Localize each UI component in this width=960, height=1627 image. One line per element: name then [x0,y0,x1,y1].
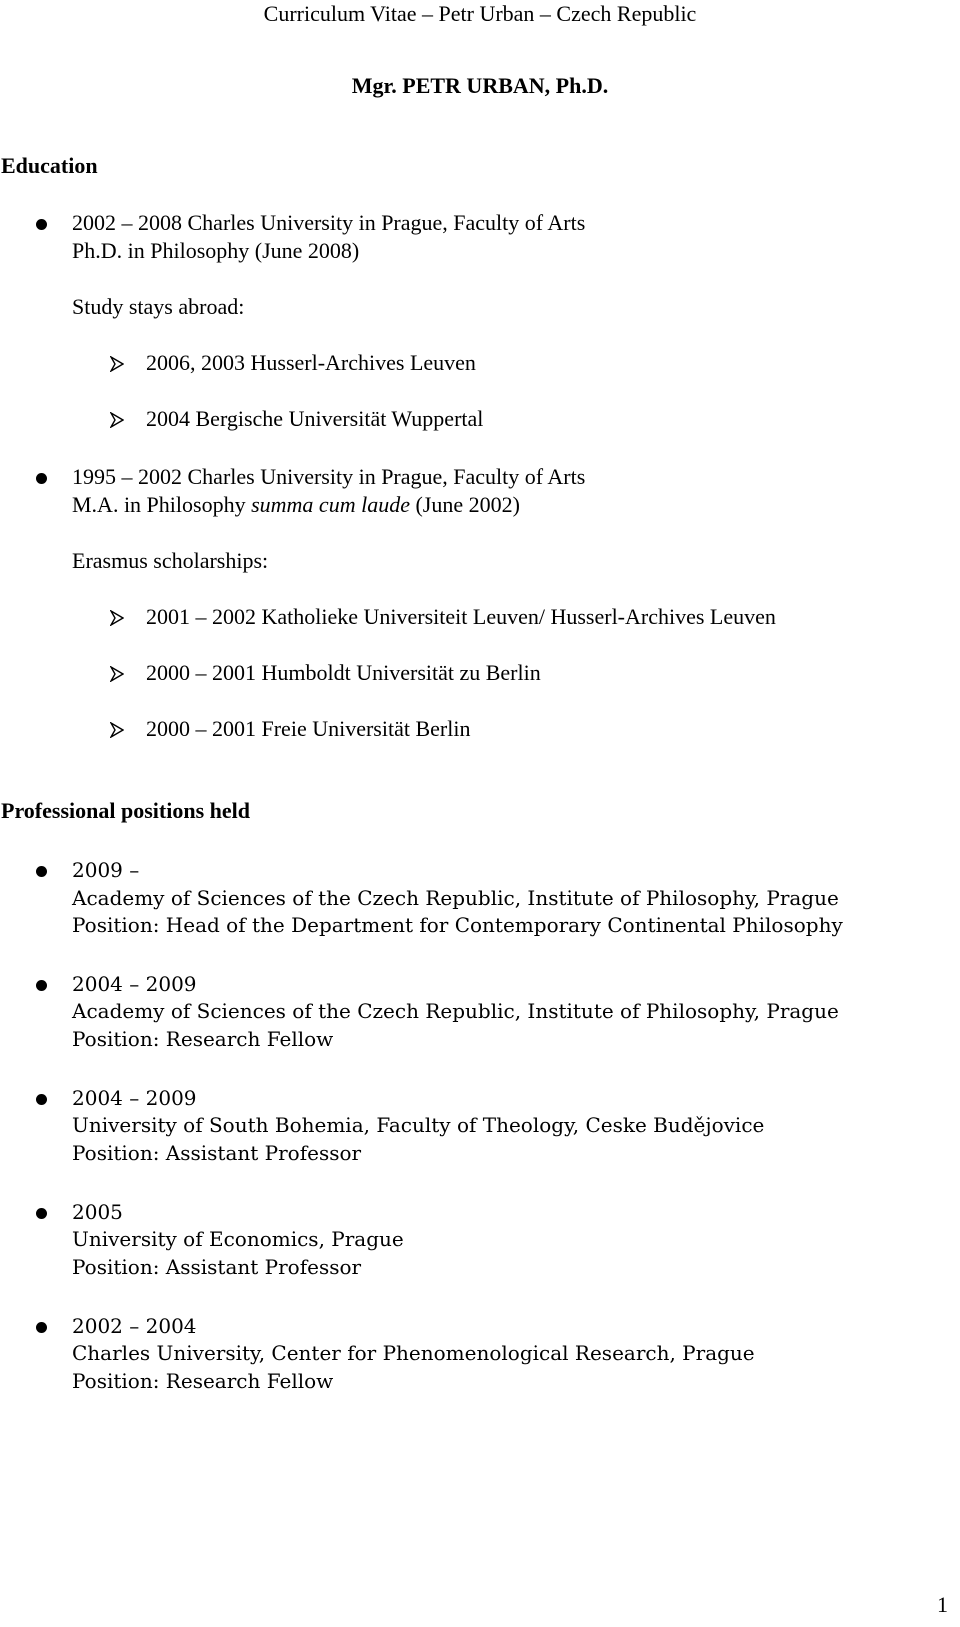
bullet-icon [36,866,47,877]
position-institution: Academy of Sciences of the Czech Republic, Institute of Philosophy, Prague [72,999,839,1023]
position-institution: Academy of Sciences of the Czech Republic, Institute of Philosophy, Prague [72,886,839,910]
erasmus-item: 2000 – 2001 Freie Universität Berlin [146,716,471,741]
position-years: 2009 – [72,858,140,882]
arrow-bullet-icon [110,666,124,682]
erasmus-item: 2000 – 2001 Humboldt Universität zu Berlin [146,660,541,685]
positions-heading: Professional positions held [1,798,250,823]
position-title: Position: Assistant Professor [72,1141,362,1165]
bullet-icon [36,1322,47,1333]
arrow-bullet-icon [110,722,124,738]
page-number: 1 [937,1592,948,1617]
bullet-icon [36,473,47,484]
position-institution: University of South Bohemia, Faculty of Theology, Ceske Budějovice [72,1113,765,1137]
position-title: Position: Head of the Department for Contemporary Continental Philosophy [72,913,843,937]
ma-degree-suffix: (June 2002) [409,492,520,517]
education-heading: Education [1,153,98,178]
position-title: Position: Research Fellow [72,1027,334,1051]
ma-degree-prefix: M.A. in Philosophy [72,492,252,517]
running-header: Curriculum Vitae – Petr Urban – Czech Republic [263,1,697,26]
ma-degree [72,492,520,518]
arrow-bullet-icon [110,610,124,626]
phd-degree: Ph.D. in Philosophy (June 2008) [72,238,360,263]
position-title: Position: Research Fellow [72,1369,334,1393]
position-years: 2004 – 2009 [72,972,197,996]
bullet-icon [36,980,47,991]
arrow-bullet-icon [110,356,124,372]
position-years: 2002 – 2004 [72,1314,197,1338]
position-institution: Charles University, Center for Phenomenological Research, Prague [72,1341,755,1365]
study-stays-label: Study stays abroad: [72,294,245,319]
ma-program: 1995 – 2002 Charles University in Prague, Faculty of Arts [72,464,586,489]
bullet-icon [36,219,47,230]
phd-program: 2002 – 2008 Charles University in Prague, Faculty of Arts [72,210,586,235]
cv-name-title: Mgr. PETR URBAN, Ph.D. [351,73,609,98]
study-stay-item: 2004 Bergische Universität Wuppertal [146,406,484,431]
position-title: Position: Assistant Professor [72,1255,362,1279]
erasmus-label: Erasmus scholarships: [72,548,269,573]
erasmus-item: 2001 – 2002 Katholieke Universiteit Leuven/ Husserl-Archives Leuven [146,604,776,629]
bullet-icon [36,1208,47,1219]
arrow-bullet-icon [110,412,124,428]
position-years: 2005 [72,1200,123,1224]
position-institution: University of Economics, Prague [72,1227,404,1251]
study-stay-item: 2006, 2003 Husserl-Archives Leuven [146,350,476,375]
bullet-icon [36,1094,47,1105]
position-years: 2004 – 2009 [72,1086,197,1110]
ma-degree-honors: summa cum laude [251,492,410,517]
